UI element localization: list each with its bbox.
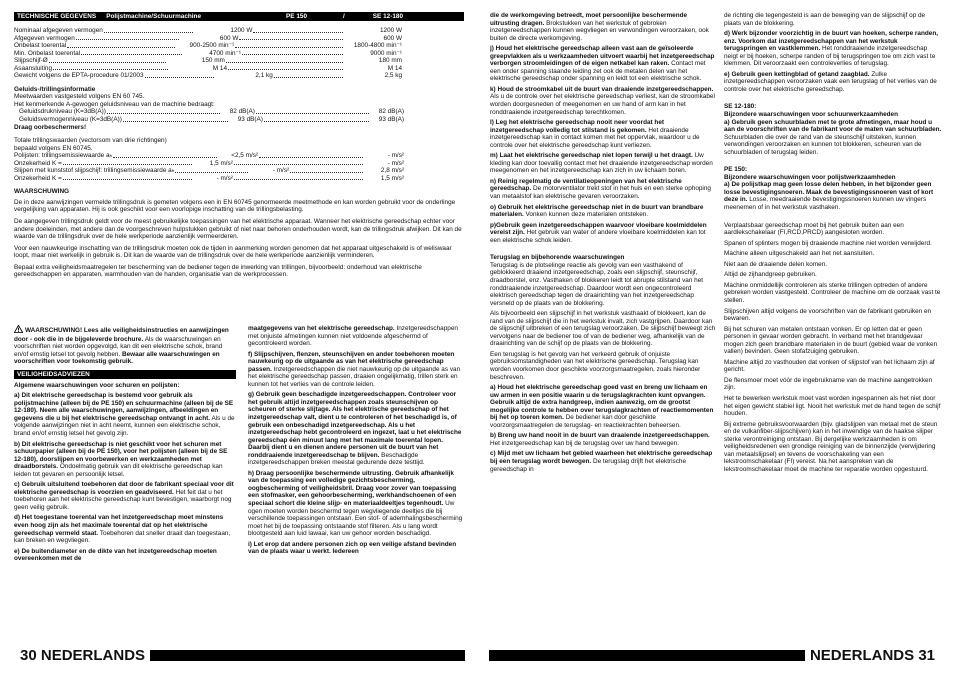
paragraph-bold: e) De buitendiameter en de dikte van het inzetgereedschap moeten overeenkomen met de bbox=[14, 547, 217, 563]
paragraph bbox=[724, 240, 942, 248]
paragraph bbox=[724, 395, 942, 418]
footer-language-right: NEDERLANDS bbox=[809, 647, 915, 664]
right-page-column-1 bbox=[490, 12, 716, 644]
footer-right-label bbox=[805, 647, 941, 664]
paragraph bbox=[490, 86, 716, 116]
paragraph bbox=[490, 45, 716, 83]
warning-title: WAARSCHUWING bbox=[14, 188, 70, 196]
paragraph-text: Machine alleen uitgeschakeld aan het net aansluiten. bbox=[724, 250, 875, 258]
page-number-left: 30 bbox=[20, 647, 37, 664]
section-bar: VEILIGHEIDSADVIEZEN bbox=[14, 370, 236, 379]
paragraph-bold: maatgegevens van het elektrische gereedschap. bbox=[248, 325, 395, 332]
paragraph bbox=[14, 514, 236, 544]
table-row bbox=[14, 160, 404, 168]
row-leader bbox=[76, 39, 180, 40]
row-leader bbox=[234, 179, 363, 180]
paragraph-text: Het ronddraaiende inzetgereedschap neigt er bij hoeken, scherpe randen of bij terugspringen toe om zich vast te klemmen. Dit veroorzaakt een controleverlies of terugslag. bbox=[724, 45, 936, 68]
row-label: Onzekerheid K = bbox=[14, 174, 62, 182]
noise-title: Geluids-/trillingsinformatie bbox=[14, 85, 96, 93]
paragraph bbox=[724, 377, 942, 392]
table-row bbox=[14, 167, 404, 175]
spec-model-sep: / bbox=[343, 13, 345, 20]
row-value-1: 900-2500 min⁻¹ bbox=[189, 42, 235, 50]
warning-paragraph: De in deze aanwijzingen vermelde trillingsdruk is gemeten volgens een in EN 60745 genormeerde meetmethode en kan worden gebruikt voor de onderlinge vergelijking van apparaten. Hij is ook geschikt voor een voorlopige inschatting van de trillingsbelasting. bbox=[14, 198, 456, 214]
paragraph-text: De bediener kan door geschikte voorzorgsmaatregelen de terugslag- en reactiekrachten beheersen. bbox=[490, 414, 681, 429]
paragraph-bold: d) Het toegestane toerental van het inzetgereedschap moet minstens even hoog zijn als het maximale toerental dat op het elektrische gereedschap vermeld staat. bbox=[14, 514, 224, 537]
row-value-1: 600 W bbox=[219, 34, 239, 42]
row-value-1: 1200 W bbox=[230, 27, 253, 34]
row-leader bbox=[113, 157, 217, 158]
row-leader bbox=[264, 121, 369, 122]
spec-subtitle: Polijstmachine/Schuurmachine bbox=[106, 13, 202, 20]
paragraph bbox=[14, 481, 236, 511]
page-number-right: 31 bbox=[918, 647, 935, 664]
warning-paragraph: De aangegeven trillingsdruk geldt voor de meest gebruikelijke toepassingen van het elektrische apparaat. Wanneer het elektrische gereedschap echter voor andere doeleinden, met andere dan de voorgeschreven hulpstukken gebruikt of niet naar behoren onderhouden wordt, kan de trillingsdruk afwijken. Dit kan de waarde van de trillingsdruk over de hele werkperiode aanzienlijk vermeerderen. bbox=[14, 218, 462, 241]
right-page-column-2 bbox=[724, 12, 942, 644]
spacer bbox=[490, 247, 716, 254]
paragraph-text: Losse, meedraaiende bevestigingssnoeren kunnen uw vingers meenemen of in het werkstuk vasthaken. bbox=[724, 196, 927, 212]
paragraph bbox=[14, 548, 236, 563]
row-value-2: 2,5 kg bbox=[384, 72, 403, 80]
paragraph-text: Slijpschijven altijd volgens de voorschriften van de fabrikant gebruiken en bewaren. bbox=[724, 307, 932, 323]
spacer bbox=[724, 215, 942, 222]
row-value-2: 600 W bbox=[383, 34, 403, 42]
row-value-2: 180 mm bbox=[378, 57, 402, 65]
paragraph bbox=[724, 30, 942, 68]
paragraph bbox=[724, 271, 942, 279]
paragraph bbox=[724, 326, 942, 356]
row-leader bbox=[259, 157, 363, 158]
paragraph-bold: a) Gebruik geen schuurbladen met te grote afmetingen, maar houd u aan de voorschriften van de fabrikant voor de maten van schuurbladen. bbox=[724, 118, 942, 134]
paragraph-text: Als u de volgende aanwijzingen niet in acht neemt, kunnen een elektrische schok, brand en/of ernstig letsel het gevolg zijn. bbox=[14, 414, 235, 438]
paragraph bbox=[490, 12, 716, 42]
row-leader bbox=[81, 54, 182, 55]
row-leader bbox=[226, 62, 343, 63]
paragraph-bold: p)Gebruik geen inzetgereedschappen waarvoor vloeibare koelmiddelen vereist zijn. bbox=[490, 221, 707, 237]
paragraph bbox=[490, 351, 716, 381]
paragraph-text: de richting die tegengesteld is aan de beweging van de slijpschijf op de plaats van de blokkering. bbox=[724, 12, 926, 27]
table-row bbox=[14, 42, 402, 50]
table-row bbox=[14, 72, 402, 80]
paragraph bbox=[248, 351, 465, 389]
row-label: Nominaal afgegeven vermogen bbox=[14, 27, 103, 34]
row-leader bbox=[107, 113, 220, 114]
paragraph-bold: Algemene waarschuwingen voor schuren en polijsten: bbox=[14, 381, 180, 389]
row-leader bbox=[234, 164, 363, 165]
paragraph-bold: l) Leg het elektrische gereedschap nooit neer voordat het inzetgereedschap volledig tot stilstand is gekomen. bbox=[490, 119, 665, 134]
warning-section bbox=[14, 188, 464, 278]
vib-intro: Totale trillingswaarden (vectorsom van drie richtingen) bepaald volgens EN 60745. bbox=[14, 137, 167, 152]
spacer bbox=[724, 159, 942, 166]
paragraph-bold: i) Let erop dat andere personen zich op een veilige afstand bevinden van de plaats waar u werkt. Iedereen bbox=[248, 540, 457, 556]
row-value-2: 2,8 m/s² bbox=[380, 167, 404, 175]
row-label: Geluidsdrukniveau (K=3dB(A)) bbox=[19, 108, 106, 116]
warning-triangle-icon bbox=[14, 325, 23, 336]
row-value-1: 2,1 kg bbox=[255, 72, 273, 80]
paragraph-bold: b) Dit elektrische gereedschap is niet geschikt voor het schuren met schuurpapier (alleen bij de PE 150), voor het polijsten (alleen bij de SE 12-180), doorslijpen en voorbewerken en werkzaamheden met draadborstels. bbox=[14, 440, 228, 471]
paragraph-bold: die de werkomgeving betreedt, moet persoonlijke beschermende uitrusting dragen. bbox=[490, 12, 688, 27]
paragraph-bold: c) Gebruik uitsluitend toebehoren dat door de fabrikant speciaal voor dit elektrische gereedschap is voorzien en geadviseerd. bbox=[14, 481, 234, 496]
paragraph-bold: j) Houd het elektrische gereedschap alleen vast aan de geïsoleerde greepvlakken als u werkzaamheden uitvoert waarbij het inzetgereedschap verborgen stroomleidingen of de eigen netkabel kan raken. bbox=[490, 45, 715, 68]
row-value-2: 93 dB(A) bbox=[378, 116, 404, 124]
paragraph bbox=[490, 222, 716, 245]
paragraph-bold: b) Breng uw hand nooit in de buurt van draaiende inzetgereedschappen. bbox=[490, 432, 710, 440]
paragraph bbox=[724, 12, 942, 27]
table-row bbox=[14, 50, 402, 58]
paragraph-text: Uw kleding kan door toevallig contact met het draaiende inzetgereedschap worden meegenomen en het inzetgereedschap kan zich in uw lichaam boren. bbox=[490, 152, 713, 175]
paragraph bbox=[490, 450, 716, 473]
table-row bbox=[14, 35, 402, 43]
paragraph-text: De terugslag drijft het elektrische gereedschap in bbox=[490, 457, 687, 473]
left-page-column-2 bbox=[248, 325, 465, 643]
row-leader bbox=[145, 77, 214, 78]
paragraph-bold: e) Gebruik geen kettingblad of getand zaagblad. bbox=[724, 70, 870, 78]
left-page-column-1 bbox=[14, 325, 236, 643]
row-label: Geluidsvermogenniveau (K=3dB(A)) bbox=[19, 116, 122, 124]
row-label: Slijpen met kunststof slijpschijf: trillingsemissiewaarde aₕ bbox=[14, 167, 175, 175]
paragraph bbox=[724, 308, 942, 323]
paragraph-bold: c) Mijd met uw lichaam het gebied waarheen het elektrische gereedschap bij een terugslag wordt bewogen. bbox=[490, 450, 713, 465]
paragraph bbox=[490, 310, 716, 348]
row-label: Asaansluiting bbox=[14, 64, 53, 72]
paragraph bbox=[14, 392, 236, 437]
row-leader bbox=[63, 179, 192, 180]
spec-title: TECHNISCHE GEGEVENS bbox=[17, 13, 97, 20]
paragraph bbox=[248, 541, 465, 556]
noise-table bbox=[14, 108, 404, 123]
row-leader bbox=[235, 47, 343, 48]
paragraph bbox=[490, 119, 716, 149]
paragraph bbox=[724, 261, 942, 269]
row-leader bbox=[274, 77, 343, 78]
paragraph-text: Altijd de zijhandgreep gebruiken. bbox=[724, 271, 817, 279]
paragraph-text: De motorventilator trekt stof in het huis en een sterke ophoping van metaalstof kan elektrische gevaren veroorzaken. bbox=[490, 185, 711, 201]
paragraph bbox=[724, 250, 942, 258]
paragraph-text: Brokstukken van het werkstuk of gebroken inzetgereedschappen kunnen wegvliegen en verwondingen veroorzaken, ook buiten de directe werkomgeving. bbox=[490, 19, 709, 42]
paragraph bbox=[14, 441, 236, 479]
row-value-2: M 14 bbox=[387, 64, 403, 72]
row-value-2: - m/s² bbox=[387, 159, 404, 167]
table-row bbox=[14, 175, 404, 183]
paragraph-text: Terugslag is de plotselinge reactie als gevolg van een vasthakend of geblokkeerd draaiend inzetgereedschap, zoals een slijpschijf, steunschijf, draadborstel, enz. Vasthaken of blokkeren leidt tot abrupte stilstand van het ronddraaiende inzetgereedschap. Daardoor wordt een ongecontroleerd elektrisch gereedschap tegen de draairichting van het inzetgereedschap versneld op de plaats van de blokkering. bbox=[490, 261, 704, 307]
paragraph-bold: a) Dit elektrische gereedschap is bestemd voor gebruik als polijstmachine (alleen bij de PE 150) en schuurmachine (alleen bij de SE 12-180). Neem alle waarschuwingen, aanwijzingen, afbeeldingen en gegevens die u bij het elektrische gereedschap ontvangt in acht. bbox=[14, 392, 234, 422]
row-value-1: 150 mm bbox=[201, 57, 225, 65]
row-value-1: 4700 min⁻¹ bbox=[209, 49, 242, 57]
paragraph bbox=[14, 382, 236, 390]
row-label: Gewicht volgens de EPTA-procedure 01/2003 bbox=[14, 72, 144, 80]
row-leader bbox=[253, 32, 343, 33]
table-row bbox=[19, 108, 404, 116]
spec-header-bar bbox=[14, 12, 464, 21]
paragraph-bold: k) Houd de stroomkabel uit de buurt van draaiende inzetgereedschappen. bbox=[490, 85, 714, 93]
footer-language-left: NEDERLANDS bbox=[40, 647, 146, 664]
noise-line-2: Het kenmerkende A-gewogen geluidsniveau van de machine bedraagt: bbox=[14, 100, 215, 108]
table-row bbox=[14, 57, 402, 65]
noise-section bbox=[14, 86, 464, 183]
row-value-1: 93 dB(A) bbox=[237, 116, 263, 124]
paragraph-bold: g) Gebruik geen beschadigde inzetgereedschappen. Controleer voor het gebruik altijd inzetgereedschappen zoals steunschijven op scheuren of sterke slijtage. Als het elektrische gereedschap of het inzetgereedschap valt, dient u te controleren of het beschadigd is, of gebruik een onbeschadigd inzetgereedschap. Als u het inzetgereedschap hebt gecontroleerd en ingezet, laat u het elektrische gereedschap één minuut lang met het maximale toerental lopen. Daarbij dient u en dienen andere personen uit de buurt van het ronddraaiende inzetgereedschap te blijven. bbox=[248, 391, 462, 459]
paragraph bbox=[490, 432, 716, 447]
row-value-1: - m/s² bbox=[216, 174, 233, 182]
row-leader bbox=[228, 69, 343, 70]
paragraph-text: Bij extreme gebruiksvoorwaarden (bijv. gladslijpen van metaal met de steun en de vulkanfiber-slijpschijven) kan in het inwendige van de haakse slijper sterke verontreiniging ontstaan. Bij dergelijke werkzaamheden is om veiligheidsredenen een grondige reiniging van de binnenzijde (verwijdering van metaalslijpsel) en tevens de voorschakeling van een lekstroomschakelaar (FI) vereist. Na het aanspreken van de lekstroomschakelaar moet de machine ter reparatie worden opgestuurd. bbox=[724, 420, 938, 473]
paragraph bbox=[724, 181, 942, 211]
paragraph-bold: m) Laat het elektrische gereedschap niet lopen terwijl u het draagt. bbox=[490, 152, 693, 160]
paragraph bbox=[248, 325, 465, 348]
paragraph bbox=[248, 470, 465, 538]
paragraph-text: Machine onmiddellijk controleren als sterke trillingen optreden of andere gebreken worden vastgesteld. Controleer de machine om de oorzaak vast te stellen. bbox=[724, 281, 941, 304]
row-value-2: 1800-4800 min⁻¹ bbox=[353, 42, 403, 50]
row-value-1: - m/s² bbox=[272, 167, 290, 175]
section-heading: SE 12-180: bbox=[724, 103, 757, 111]
row-value-2: 9000 min⁻¹ bbox=[370, 49, 403, 57]
spec-model-1: PE 150 bbox=[286, 13, 308, 20]
row-leader bbox=[53, 69, 168, 70]
warning-paragraph: Voor een nauwkeurige inschatting van de trillingsdruk moeten ook de tijden in aanmerking worden genomen dat het apparaat uitgeschakeld is of weliswaar loopt, maar niet werkelijk in gebruik is. Dit kan de waarde van de trillingsdruk over de hele werkperiode aanzienlijk verminderen. bbox=[14, 244, 452, 260]
paragraph bbox=[490, 178, 716, 201]
paragraph-text: Het draaiende inzetgereedschap kan in contact komen met het oppervlak, waardoor u de controle over het elektrische gereedschap kunt verliezen. bbox=[490, 126, 700, 149]
paragraph-text: Als u de controle over het elektrische gereedschap verliest, kan de stroomkabel worden doorgesneden of meegenomen en uw hand of arm kan in het ronddraaiende inzetgereedschap terechtkomen. bbox=[490, 93, 715, 116]
row-value-1: M 14 bbox=[212, 64, 228, 72]
paragraph-text: Als bijvoorbeeld een slijpschijf in het werkstuk vasthaakt of blokkeert, kan de rand van de slijpschijf die in het werkstuk invalt, zich vastgrijpen. Daardoor kan de slijpschijf uitbreken of een terugslag veroorzaken. De slijpschijf beweegt zich vervolgens naar de bediener toe of van de bediener weg, afhankelijk van de draairichting van de schijf op de plaats van de blokkering. bbox=[490, 310, 716, 348]
paragraph-bold: h) Draag persoonlijke beschermende uitrusting. Gebruik afhankelijk van de toepassing een volledige gezichtsbescherming, oogbescherming of veiligheidsbril. Draag voor zover van toepassing een stofmasker, een gehoorbescherming, werkhandschoenen of een speciaal schort die kleine slijp- en materiaaldeeltjes tegenhoudt. bbox=[248, 469, 457, 508]
paragraph-text: Spanen of splinters mogen bij draaiende machine niet worden verwijderd. bbox=[724, 239, 932, 247]
paragraph-text: Beschadigde inzetgereedschappen breken meestal gedurende deze testtijd. bbox=[248, 451, 425, 467]
row-leader bbox=[49, 62, 166, 63]
paragraph bbox=[490, 262, 716, 307]
paragraph-bold: a) Houd het elektrische gereedschap goed vast en breng uw lichaam en uw armen in een positie waarin u de terugslagkrachten kunt opvangen. Gebruik altijd de extra handgreep, indien aanwezig, om de grootst mogelijke controle te hebben over terugslagkrachten of reactiemomenten bij het op toeren komen. bbox=[490, 384, 714, 422]
row-label: Min. Onbelast toerental bbox=[14, 49, 81, 57]
table-row bbox=[14, 65, 402, 73]
paragraph-text: Inzetgereedschappen die niet nauwkeurig op de uitgaande as van het elektrische gereedschap passen, draaien ongelijkmatig, trillen sterk en kunnen tot het verlies van de controle leiden. bbox=[248, 365, 461, 388]
row-value-2: 1200 W bbox=[379, 27, 403, 34]
ear-protection-note: Draag oorbeschermers! bbox=[14, 123, 87, 131]
section-heading: Bijzondere waarschuwingen voor schuurwerkzaamheden bbox=[724, 111, 899, 119]
paragraph bbox=[490, 204, 716, 219]
row-leader bbox=[242, 54, 343, 55]
paragraph bbox=[724, 71, 942, 94]
paragraph-bold: o) Gebruik het elektrische gereedschap niet in de buurt van brandbare materialen. bbox=[490, 203, 704, 219]
row-leader bbox=[256, 113, 369, 114]
row-value-1: 1,5 m/s² bbox=[209, 159, 233, 167]
paragraph-bold: d) Werk bijzonder voorzichtig in de buurt van hoeken, scherpe randen, enz. Voorkom dat inzetgereedschappen van het werkstuk terugspringen en vastklemmen. bbox=[724, 30, 939, 53]
row-leader bbox=[175, 172, 248, 173]
row-label: Slijpschijf-Ø bbox=[14, 57, 48, 65]
paragraph-text: De flensmoer moet vóór de ingebruikname van de machine aangetrokken zijn. bbox=[724, 376, 933, 392]
table-row bbox=[14, 27, 402, 35]
paragraph-text: Schuurbladen die over de rand van de steunschijf uitsteken, kunnen verwondingen veroorzaken en kunnen tot blokkeren, scheuren van de schuurbladen of terugslag leiden. bbox=[724, 133, 922, 156]
row-value-2: 1,5 m/s² bbox=[380, 174, 404, 182]
paragraph-text: Ondoelmatig gebruik van dit elektrische gereedschap kan leiden tot gevaren en persoonlijk letsel. bbox=[14, 463, 223, 478]
row-leader bbox=[67, 47, 175, 48]
warning-paragraphs bbox=[14, 199, 464, 279]
paragraph-bold: f) Slijpschijven, flenzen, steunschijven en ander toebehoren moeten nauwkeurig op de uitgaande as van het elektrische gereedschap passen. bbox=[248, 350, 455, 373]
spec-section bbox=[14, 12, 464, 318]
table-row bbox=[19, 116, 404, 124]
paragraph-text: Als de waarschuwingen en voorschriften niet worden opgevolgd, kan dit een elektrische schok, brand en/of ernstig letsel tot gevolg hebben. bbox=[14, 335, 223, 358]
section-heading: Bijzondere waarschuwingen voor polijstwerkzaamheden bbox=[724, 173, 896, 181]
paragraph-text: Contact met een onder spanning staande leiding zet ook de metalen delen van het elektrische gereedschap onder spanning en leidt tot een elektrische schok. bbox=[490, 60, 706, 83]
paragraph bbox=[490, 152, 716, 175]
paragraph-text: Inzetgereedschappen met onjuiste afmetingen kunnen niet voldoende afgeschermd of gecontroleerd worden. bbox=[248, 325, 458, 348]
paragraph-text: Zulke inzetgereedschappen veroorzaken vaak een terugslag of het verlies van de controle over het elektrische gereedschap. bbox=[724, 70, 937, 93]
paragraph-text: Het te bewerken werkstuk moet vast worden ingespannen als het niet door het eigen gewicht stabiel ligt. Nooit het werkstuk met de hand tegen de schijf houden. bbox=[724, 394, 941, 418]
row-leader bbox=[123, 121, 228, 122]
paragraph-text: Toebehoren dat sneller draait dan toegestaan, kan breken en wegvliegen. bbox=[14, 529, 231, 545]
row-leader bbox=[239, 39, 343, 40]
spec-model-2: SE 12-180 bbox=[372, 13, 403, 20]
paragraph bbox=[490, 384, 716, 429]
row-label: Onbelast toerental bbox=[14, 42, 67, 50]
paragraph-text: Uw ogen moeten worden beschermd tegen wegvliegende deeltjes die bij verschillende toepassingen ontstaan. Een stof- of ademhalingsbescherming moet het bij de toepassing ontstaande stof filteren. Als u lang wordt blootgesteld aan luid lawaai, kan uw gehoor worden beschadigd. bbox=[248, 500, 463, 538]
vibration-table bbox=[14, 152, 404, 182]
paragraph bbox=[724, 421, 942, 474]
row-label: Polijsten: trillingsemissiewaarde aₕ bbox=[14, 152, 113, 160]
row-value-1: 82 dB(A) bbox=[229, 108, 255, 116]
row-value-1: <2,5 m/s² bbox=[231, 152, 259, 160]
row-leader bbox=[63, 164, 192, 165]
spec-table bbox=[14, 27, 402, 80]
paragraph bbox=[724, 222, 942, 237]
row-value-2: 82 dB(A) bbox=[378, 108, 405, 116]
table-row bbox=[14, 152, 404, 160]
row-label: Onzekerheid K = bbox=[14, 159, 62, 167]
paragraph-bold-2: Bewaar alle waarschuwingen en voorschriften voor toekomstig gebruik. bbox=[14, 350, 220, 366]
warning-note bbox=[14, 325, 236, 366]
row-leader bbox=[290, 172, 363, 173]
section-heading: PE 150: bbox=[724, 166, 748, 174]
paragraph bbox=[248, 391, 465, 466]
paragraph bbox=[724, 119, 942, 157]
row-label: Afgegeven vermogen bbox=[14, 34, 75, 42]
paragraph-text: Machine altijd zo vasthouden dat vonken of slijpstof van het lichaam zijn af gericht. bbox=[724, 358, 935, 374]
paragraph bbox=[724, 282, 942, 305]
footer-left-label bbox=[14, 647, 150, 664]
row-value-2: - m/s² bbox=[387, 152, 405, 160]
paragraph-text: Bij het schuren van metalen ontstaan vonken. Er op letten dat er geen personen in gevaar worden gebracht. In verband met het brandgevaar mogen zich geen brandbare materialen in de buurt (gebied waar de vonken vallen) bevinden. Geen stofafzuiging gebruiken. bbox=[724, 325, 938, 356]
paragraph-bold: a) De polijstkap mag geen losse delen hebben, in het bijzonder geen losse bevestigingsnoeren. Maak de bevestigingssnoeren vast of kort deze in. bbox=[724, 181, 934, 204]
paragraph-text: Een terugslag is het gevolg van het verkeerd gebruik of onjuiste gebruiksomstandigheden van het elektrische gereedschap. Terugslag kan worden voorkomen door geschikte voorzorgsmaatregelen, zoals hieronder beschreven. bbox=[490, 350, 701, 381]
section-heading: Terugslag en bijbehorende waarschuwingen bbox=[490, 254, 625, 262]
noise-line-1: Meetwaarden vastgesteld volgens EN 60 745. bbox=[14, 93, 145, 101]
paragraph-text: Het feit dat u het toebehoren aan het elektrische gereedschap kunt bevestigen, waarborgt nog geen veilig gebruik. bbox=[14, 488, 232, 511]
spacer bbox=[724, 96, 942, 103]
row-leader bbox=[104, 32, 194, 33]
paragraph-text: Niet aan de draaiende delen komen. bbox=[724, 260, 828, 268]
warning-paragraph: Bepaal extra veiligheidsmaatregelen ter bescherming van de bediener tegen de inwerking van trillingen, bijvoorbeeld: onderhoud van elektrische gereedschappen en apparaten, warmhouden van de handen, organisatie van de werkprocessen. bbox=[14, 263, 422, 279]
paragraph-text: Vonken kunnen deze materialen ontsteken. bbox=[523, 211, 649, 219]
paragraph bbox=[724, 359, 942, 374]
paragraph-text: Het inzetgereedschap kan bij de terugslag over uw hand bewegen. bbox=[490, 439, 680, 447]
paragraph-text: Verplaatsbaar gereedschap moet bij het gebruik buiten aan een aardlekschakelaar (FI,RCD,PRCD) aangesloten worden. bbox=[724, 221, 904, 237]
paragraph-bold: n) Reinig regelmatig de ventilatieopeningen van het elektrische gereedschap. bbox=[490, 177, 682, 193]
paragraph-text: Het gebruik van water of andere vloeibare koelmiddelen kan tot een elektrische schok leiden. bbox=[490, 229, 706, 244]
paragraph-bold: WAARSCHUWING! Lees alle veiligheidsinstructies en aanwijzingen door - ook die in de bijgeleverde brochure. bbox=[14, 327, 229, 343]
